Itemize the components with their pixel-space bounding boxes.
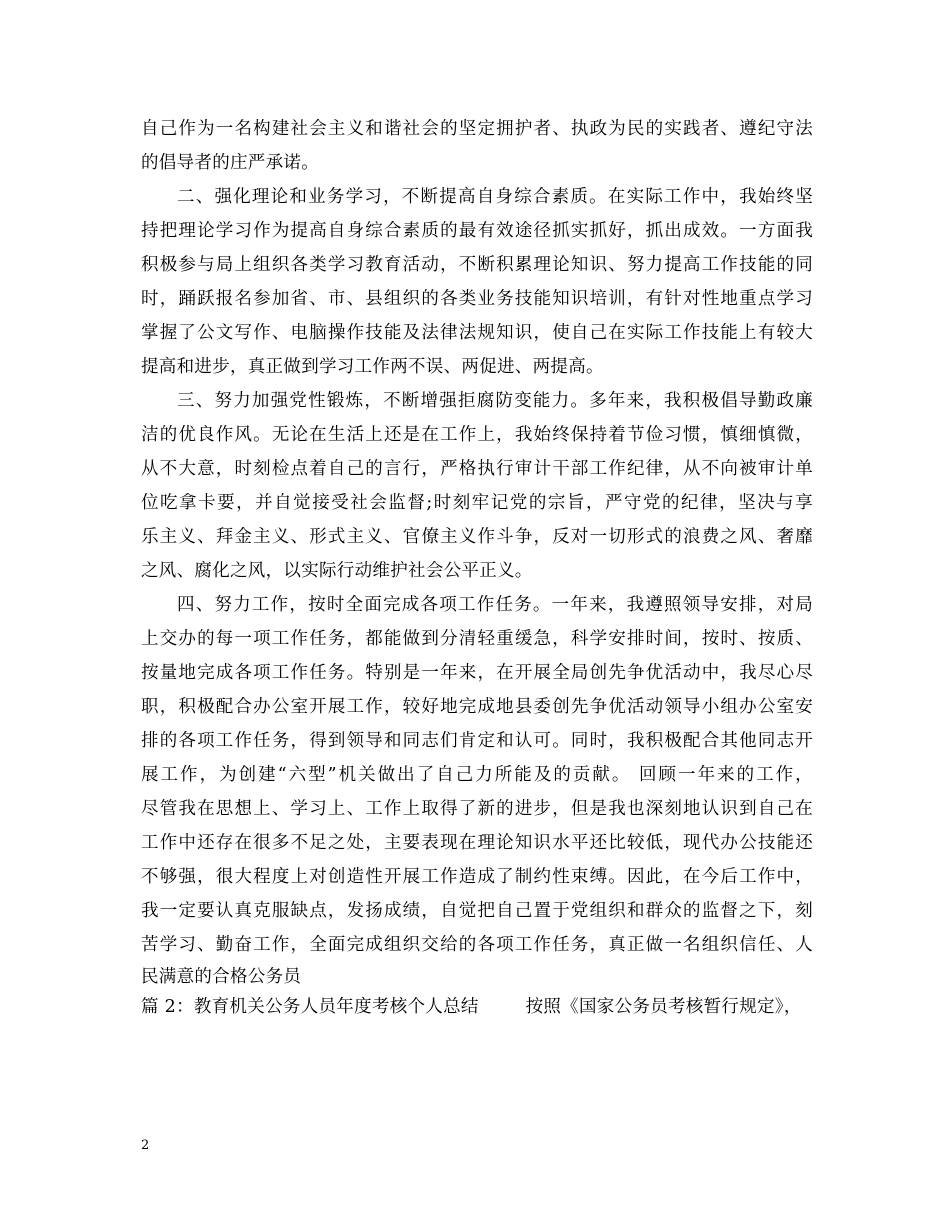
paragraph-start-line: 三、努力加强党性锻炼，不断增强拒腐防变能力。多年来，我积极倡导勤政廉 bbox=[177, 391, 813, 411]
text-line: 展工作，为创建“六型”机关做出了自己力所能及的贡献。 回顾一年来的工作， bbox=[141, 765, 813, 785]
text-line: 持把理论学习作为提高自身综合素质的最有效途径抓实抓好，抓出成效。一方面我 bbox=[141, 221, 813, 241]
section-heading-line: 篇 2：教育机关公务人员年度考核个人总结 按照《国家公务员考核暂行规定》， bbox=[141, 997, 802, 1017]
paragraph-start-line: 二、强化理论和业务学习，不断提高自身综合素质。在实际工作中，我始终坚 bbox=[177, 187, 813, 207]
text-line: 掌握了公文写作、电脑操作技能及法律法规知识，使自己在实际工作技能上有较大 bbox=[141, 323, 813, 343]
text-line: 洁的优良作风。无论在生活上还是在工作上，我始终保持着节俭习惯，慎细慎微， bbox=[141, 425, 813, 445]
text-line: 尽管我在思想上、学习上、工作上取得了新的进步，但是我也深刻地认识到自己在 bbox=[141, 799, 813, 819]
text-line: 自己作为一名构建社会主义和谐社会的坚定拥护者、执政为民的实践者、遵纪守法 bbox=[141, 119, 813, 139]
text-line: 上交办的每一项工作任务，都能做到分清轻重缓急，科学安排时间，按时、按质、 bbox=[141, 629, 813, 649]
text-line: 的倡导者的庄严承诺。 bbox=[141, 153, 319, 173]
text-line: 排的各项工作任务，得到领导和同志们肯定和认可。同时，我积极配合其他同志开 bbox=[141, 731, 813, 751]
text-line: 积极参与局上组织各类学习教育活动，不断积累理论知识、努力提高工作技能的同 bbox=[141, 255, 813, 275]
text-line: 位吃拿卡要，并自觉接受社会监督;时刻牢记党的宗旨，严守党的纪律，坚决与享 bbox=[141, 493, 813, 513]
text-line: 从不大意，时刻检点着自己的言行，严格执行审计干部工作纪律，从不向被审计单 bbox=[141, 459, 813, 479]
text-line: 之风、腐化之风，以实际行动维护社会公平正义。 bbox=[141, 561, 533, 581]
paragraph-start-line: 四、努力工作，按时全面完成各项工作任务。一年来，我遵照领导安排，对局 bbox=[177, 595, 813, 615]
text-line: 我一定要认真克服缺点，发扬成绩，自觉把自己置于党组织和群众的监督之下，刻 bbox=[141, 901, 813, 921]
page-number: 2 bbox=[141, 1138, 150, 1153]
text-line: 工作中还存在很多不足之处，主要表现在理论知识水平还比较低，现代办公技能还 bbox=[141, 833, 813, 853]
document-body bbox=[141, 112, 813, 1022]
text-line: 提高和进步，真正做到学习工作两不误、两促进、两提高。 bbox=[141, 357, 604, 377]
text-line: 乐主义、拜金主义、形式主义、官僚主义作斗争，反对一切形式的浪费之风、奢靡 bbox=[141, 527, 813, 547]
text-line: 时，踊跃报名参加省、市、县组织的各类业务技能知识培训，有针对性地重点学习 bbox=[141, 289, 813, 309]
text-line: 职，积极配合办公室开展工作，较好地完成地县委创先争优活动领导小组办公室安 bbox=[141, 697, 813, 717]
text-line: 民满意的合格公务员 bbox=[141, 967, 302, 987]
text-line: 按量地完成各项工作任务。特别是一年来，在开展全局创先争优活动中，我尽心尽 bbox=[141, 663, 813, 683]
text-line: 苦学习、勤奋工作，全面完成组织交给的各项工作任务，真正做一名组织信任、人 bbox=[141, 935, 813, 955]
text-line: 不够强，很大程度上对创造性开展工作造成了制约性束缚。因此，在今后工作中， bbox=[141, 867, 813, 887]
